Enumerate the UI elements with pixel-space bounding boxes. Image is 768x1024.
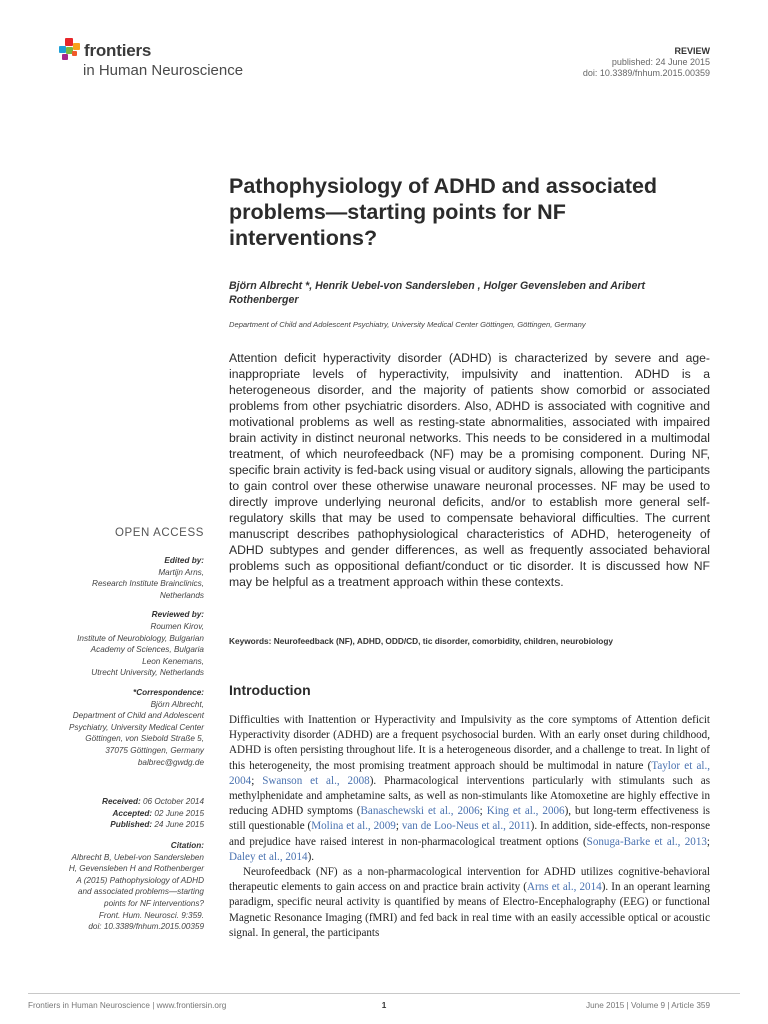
text-run: Neurofeedback (NF) as a non-pharmacological intervention for ADHD utilizes cognitive-behavioral therapeutic elements to gain access on and practice brain activity ( — [229, 866, 710, 894]
correspondence-line: Psychiatry, University Medical Center — [69, 722, 204, 732]
abstract: Attention deficit hyperactivity disorder (ADHD) is characterized by severe and age-inappropriate levels of hyperactivity, impulsivity and inattention. ADHD is a heterogeneous disorder, and the majority of patients show comorbid or associated problems from other psychiatric disorders. Also, ADHD is associated with cognitive and motivational problems as well as resting-state abnormalities, associated with impaired brain activity in distinct neuronal networks. This needs to be considered in a multimodal treatment, of which neurofeedback (NF) may be a promising component. During NF, specific brain activity is fed-back using visual or auditory signals, allowing the participants to gain control over these otherwise unaware neuronal processes. NF may be used to directly improve underlying neuronal deficits, and/or to establish more general self-regulatory skills that may be used to compensate behavioral difficulties. The current manuscript describes pathophysiological characteristics of ADHD, heterogeneity of ADHD subtypes and gender differences, as well as frequently associated behavioral problems such as oppositional defiant/conduct or tic disorder. It is discussed how NF may be helpful as a treatment approach within these contexts. — [229, 351, 710, 589]
reviewed-line: Roumen Kirov, — [150, 621, 204, 631]
correspondence-line: 37075 Göttingen, Germany — [105, 745, 204, 755]
published-date-sidebar: 24 June 2015 — [154, 820, 204, 830]
intro-paragraph — [229, 713, 710, 865]
text-run: ). In an operant learning paradigm, specific neural activity is quantified by means of Electro-Encephalography (EEG) or functional Magnetic Resonance Imaging (fMRI) and fed back in real time with an easily accessible optical or acoustic signal. In general, the participants — [229, 881, 710, 939]
dates-block — [28, 796, 204, 831]
citation-block — [28, 840, 204, 933]
text-run: ). In addition, side-effects, non-response and prejudice have raised interest in non-pharmacological treatment options ( — [229, 820, 710, 848]
correspondence-line: Björn Albrecht, — [150, 699, 204, 709]
reviewed-line: Utrecht University, Netherlands — [91, 668, 204, 678]
reviewed-line: Academy of Sciences, Bulgaria — [90, 645, 204, 655]
text-run: ). Pharmacological interventions particularly with stimulants such as methylphenidate and amphetamine salts, as well as non-stimulants like Atomoxetine are highly effective in reducing ADHD symptoms ( — [229, 774, 711, 818]
published-label: Published: — [110, 820, 153, 830]
text-run: ; — [395, 820, 402, 833]
text-run: ; — [479, 805, 487, 818]
edited-by-label: Edited by: — [164, 556, 204, 565]
citation-label: Citation: — [170, 841, 204, 850]
citation-line: A (2015) Pathophysiology of ADHD — [76, 875, 204, 885]
citation-link[interactable]: Daley et al., 2014 — [229, 850, 308, 863]
received-date: 06 October 2014 — [143, 797, 204, 806]
citation-link[interactable]: King et al., 2006 — [486, 805, 565, 818]
journal-name: in Human Neuroscience — [83, 62, 244, 79]
text-run: ), but long-term effectiveness is still questionable ( — [229, 805, 710, 833]
reviewed-line: Leon Kenemans, — [142, 656, 204, 666]
citation-link[interactable]: Arns et al., 2014 — [527, 881, 602, 894]
intro-paragraph — [229, 865, 710, 941]
accepted-label: Accepted: — [112, 808, 153, 818]
doi-link[interactable]: doi: 10.3389/fnhum.2015.00359 — [582, 68, 710, 78]
correspondence-line: Department of Child and Adolescent — [72, 711, 204, 721]
text-run: ; — [706, 835, 711, 848]
citation-link[interactable]: Banaschewski et al., 2006 — [360, 805, 480, 818]
page-number: 1 — [381, 1001, 387, 1010]
open-access-label: OPEN ACCESS — [114, 527, 204, 539]
citation-line: Albrecht B, Uebel-von Sandersleben — [71, 852, 204, 862]
footer-issue-info: June 2015 | Volume 9 | Article 359 — [586, 1001, 710, 1010]
citation-link[interactable]: Swanson et al., 2008 — [262, 774, 370, 787]
author-list: Björn Albrecht *, Henrik Uebel-von Sandersleben , Holger Gevensleben and Aribert Rothenberger — [229, 280, 646, 306]
section-heading-introduction: Introduction — [229, 682, 311, 698]
published-date: published: 24 June 2015 — [611, 57, 710, 67]
keywords: Keywords: Neurofeedback (NF), ADHD, ODD/CD, tic disorder, comorbidity, children, neurobiology — [229, 636, 614, 646]
citation-link[interactable]: Molina et al., 2009 — [311, 820, 396, 833]
edited-line: Research Institute Brainclinics, — [92, 579, 204, 589]
text-run: Difficulties with Inattention or Hyperactivity and Impulsivity as the core symptoms of Attention deficit Hyperactivity disorder (ADHD) are a frequent psychosocial burden. With an early onset during childhood, ADHD is often persisting throughout life. It is a heterogeneous disorder, and a challenge to treat. In light of this heterogeneity, the most promising treatment approach should be multimodal in nature ( — [229, 714, 710, 772]
brand-name: frontiers — [84, 41, 152, 60]
reviewed-line: Institute of Neurobiology, Bulgarian — [77, 633, 204, 643]
received-label: Received: — [102, 797, 141, 806]
edited-line: Netherlands — [159, 590, 204, 600]
edited-by-block — [28, 555, 204, 601]
correspondence-label: *Correspondence: — [133, 687, 204, 697]
article-title: Pathophysiology of ADHD and associated problems—starting points for NF interventions? — [229, 174, 658, 250]
sidebar-info — [28, 555, 204, 776]
footer-divider — [28, 993, 740, 994]
article-type: REVIEW — [674, 46, 710, 56]
citation-link[interactable]: Sonuga-Barke et al., 2013 — [586, 835, 707, 848]
text-run: ). — [307, 850, 315, 863]
citation-line: doi: 10.3389/fnhum.2015.00359 — [88, 922, 204, 932]
text-run: ; — [251, 774, 263, 787]
citation-line: H, Gevensleben H and Rothenberger — [68, 864, 204, 874]
article-meta-header — [583, 46, 710, 79]
correspondence-email[interactable]: balbrec@gwdg.de — [137, 757, 204, 767]
frontiers-logo-icon — [58, 38, 82, 62]
citation-link[interactable]: van de Loo-Neus et al., 2011 — [401, 820, 531, 833]
correspondence-line: Göttingen, von Siebold Straße 5, — [85, 734, 204, 744]
edited-line: Martijn Arns, — [158, 567, 204, 577]
citation-line: and associated problems—starting — [77, 887, 204, 897]
accepted-date: 02 June 2015 — [154, 808, 204, 818]
correspondence-block — [28, 687, 204, 768]
footer-journal-link[interactable]: Frontiers in Human Neuroscience | www.frontiersin.org — [28, 1001, 227, 1010]
introduction-body — [229, 713, 710, 941]
citation-line: points for NF interventions? — [104, 898, 204, 908]
citation-link[interactable]: Taylor et al., 2004 — [229, 759, 710, 787]
reviewed-by-block — [28, 609, 204, 679]
citation-line: Front. Hum. Neurosci. 9:359. — [98, 910, 204, 920]
reviewed-by-label: Reviewed by: — [151, 610, 204, 620]
affiliation: Department of Child and Adolescent Psychiatry, University Medical Center Göttingen, Göttingen, Germany — [229, 320, 586, 329]
